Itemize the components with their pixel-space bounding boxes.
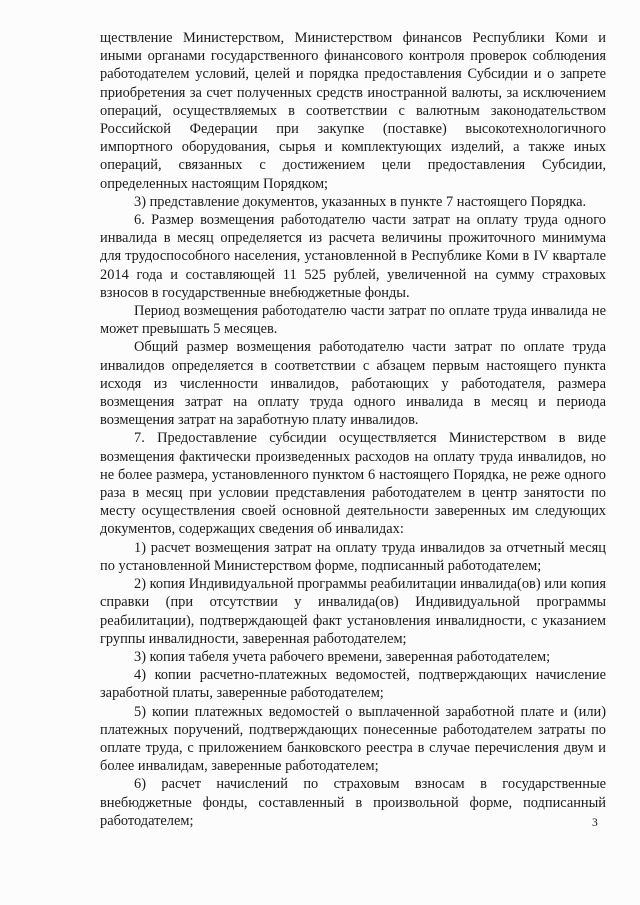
page-number: 3	[592, 817, 598, 829]
paragraph-period: Период возмещения работодателю части затрат по оплате труда инвалида не может превышать 5 месяцев.	[100, 303, 606, 338]
list-item-2: 2) копия Индивидуальной программы реабилитации инвалида(ов) или копия справки (при отсутствии у инвалида(ов) Индивидуальной программы реабилитации), подтверждающей факт установления инвалидности, с указанием группы инвалидности, заверенная работодателем;	[100, 576, 606, 647]
paragraph-section-6: 6. Размер возмещения работодателю части затрат на оплату труда одного инвалида в месяц определяется из расчета величины прожиточного минимума для трудоспособного населения, установленной в Республике Коми в IV квартале 2014 года и составляющей 11 525 рублей, увеличенной на сумму страховых взносов в государственные внебюджетные фонды.	[100, 212, 606, 301]
list-item-6: 6) расчет начислений по страховым взносам в государственные внебюджетные фонды, составленный в произвольной форме, подписанный работодателем;	[100, 776, 606, 829]
list-item-4: 4) копии расчетно-платежных ведомостей, подтверждающих начисление заработной платы, заверенные работодателем;	[100, 667, 606, 702]
paragraph-total-amount: Общий размер возмещения работодателю части затрат по оплате труда инвалидов определяется в соответствии с абзацем первым настоящего пункта исходя из численности инвалидов, работающих у работодателя, размера возмещения затрат на оплату труда одного инвалида в месяц и периода возмещения затрат на заработную плату инвалидов.	[100, 339, 606, 429]
list-item-1: 1) расчет возмещения затрат на оплату труда инвалидов за отчетный месяц по установленной Министерством форме, подписанный работодателем;	[100, 539, 606, 574]
paragraph-section-7: 7. Предоставление субсидии осуществляется Министерством в виде возмещения фактически произведенных расходов на оплату труда инвалидов, но не более размера, установленного пунктом 6 настоящего Порядка, не реже одного раза в месяц при условии представления работодателем в центр занятости по месту осуществления своей основной деятельности заверенных им следующих документов, содержащих сведения об инвалидах:	[100, 430, 606, 538]
list-item-5: 5) копии платежных ведомостей о выплаченной заработной плате и (или) платежных поручений, подтверждающих понесенные работодателем затраты по оплате труда, с приложением банковского реестра в случае перечисления двум и более инвалидам, заверенные работодателем;	[100, 703, 606, 775]
list-item-3: 3) копия табеля учета рабочего времени, заверенная работодателем;	[134, 648, 551, 665]
document-body	[100, 29, 606, 830]
paragraph-item-3: 3) представление документов, указанных в пункте 7 настоящего Порядка.	[134, 193, 587, 210]
paragraph-continuation: ществление Министерством, Министерством финансов Республики Коми и иными органами государственного финансового контроля проверок соблюдения работодателем условий, целей и порядка предоставления Субсидии и о запрете приобретения за счет полученных средств иностранной валюты, за исключением операций, осуществляемых в соответствии с валютным законодательством Российской Федерации при закупке (поставке) высокотехнологичного импортного оборудования, сырья и комплектующих изделий, а также иных операций, связанных с достижением цели предоставления Субсидии, определенных настоящим Порядком;	[100, 30, 606, 192]
